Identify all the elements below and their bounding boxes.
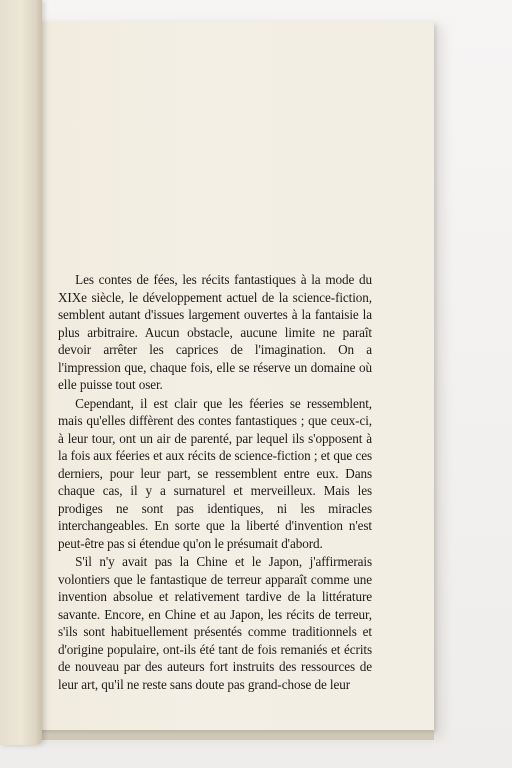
paragraph: S'il n'y avait pas la Chine et le Japon, j'affirmerais volontiers que le fantastique de terreur apparaît comme une invention absolue et relativement tardive de la littérature savante. Encore, en Chine et au Japon, les récits de terreur, s'ils sont habituellement présentés comme traditionnels et d'origine populaire, ont-ils été tant de fois remaniés et écrits de nouveau par des auteurs fort instruits des ressources de leur art, qu'il ne reste sans doute pas grand-chose de leur <box>58 554 372 692</box>
facing-page-edge <box>0 0 42 745</box>
paragraph: Cependant, il est clair que les féeries se ressemblent, mais qu'elles diffèrent des contes fantastiques ; que ceux-ci, à leur tour, ont un air de parenté, par lequel ils s'opposent à la fois aux féeries et aux récits de science-fiction ; et que ces derniers, pour leur part, se ressemblent entre eux. Dans chaque cas, il y a surnaturel et merveilleux. Mais les prodiges ne sont pas identiques, ni les miracles interchangeables. En sorte que la liberté d'invention n'est peut-être pas si étendue qu'on le présumait d'abord. <box>58 395 372 551</box>
page-text <box>58 271 372 693</box>
paragraph: Les contes de fées, les récits fantastiques à la mode du XIXe siècle, le développement actuel de la science-fiction, semblent autant d'issues largement ouvertes à la fantaisie la plus arbitraire. Aucun obstacle, aucune limite ne paraît devoir arrêter les caprices de l'imagination. On a l'impression que, chaque fois, elle se réserve un domaine où elle puisse tout oser. <box>58 272 372 392</box>
